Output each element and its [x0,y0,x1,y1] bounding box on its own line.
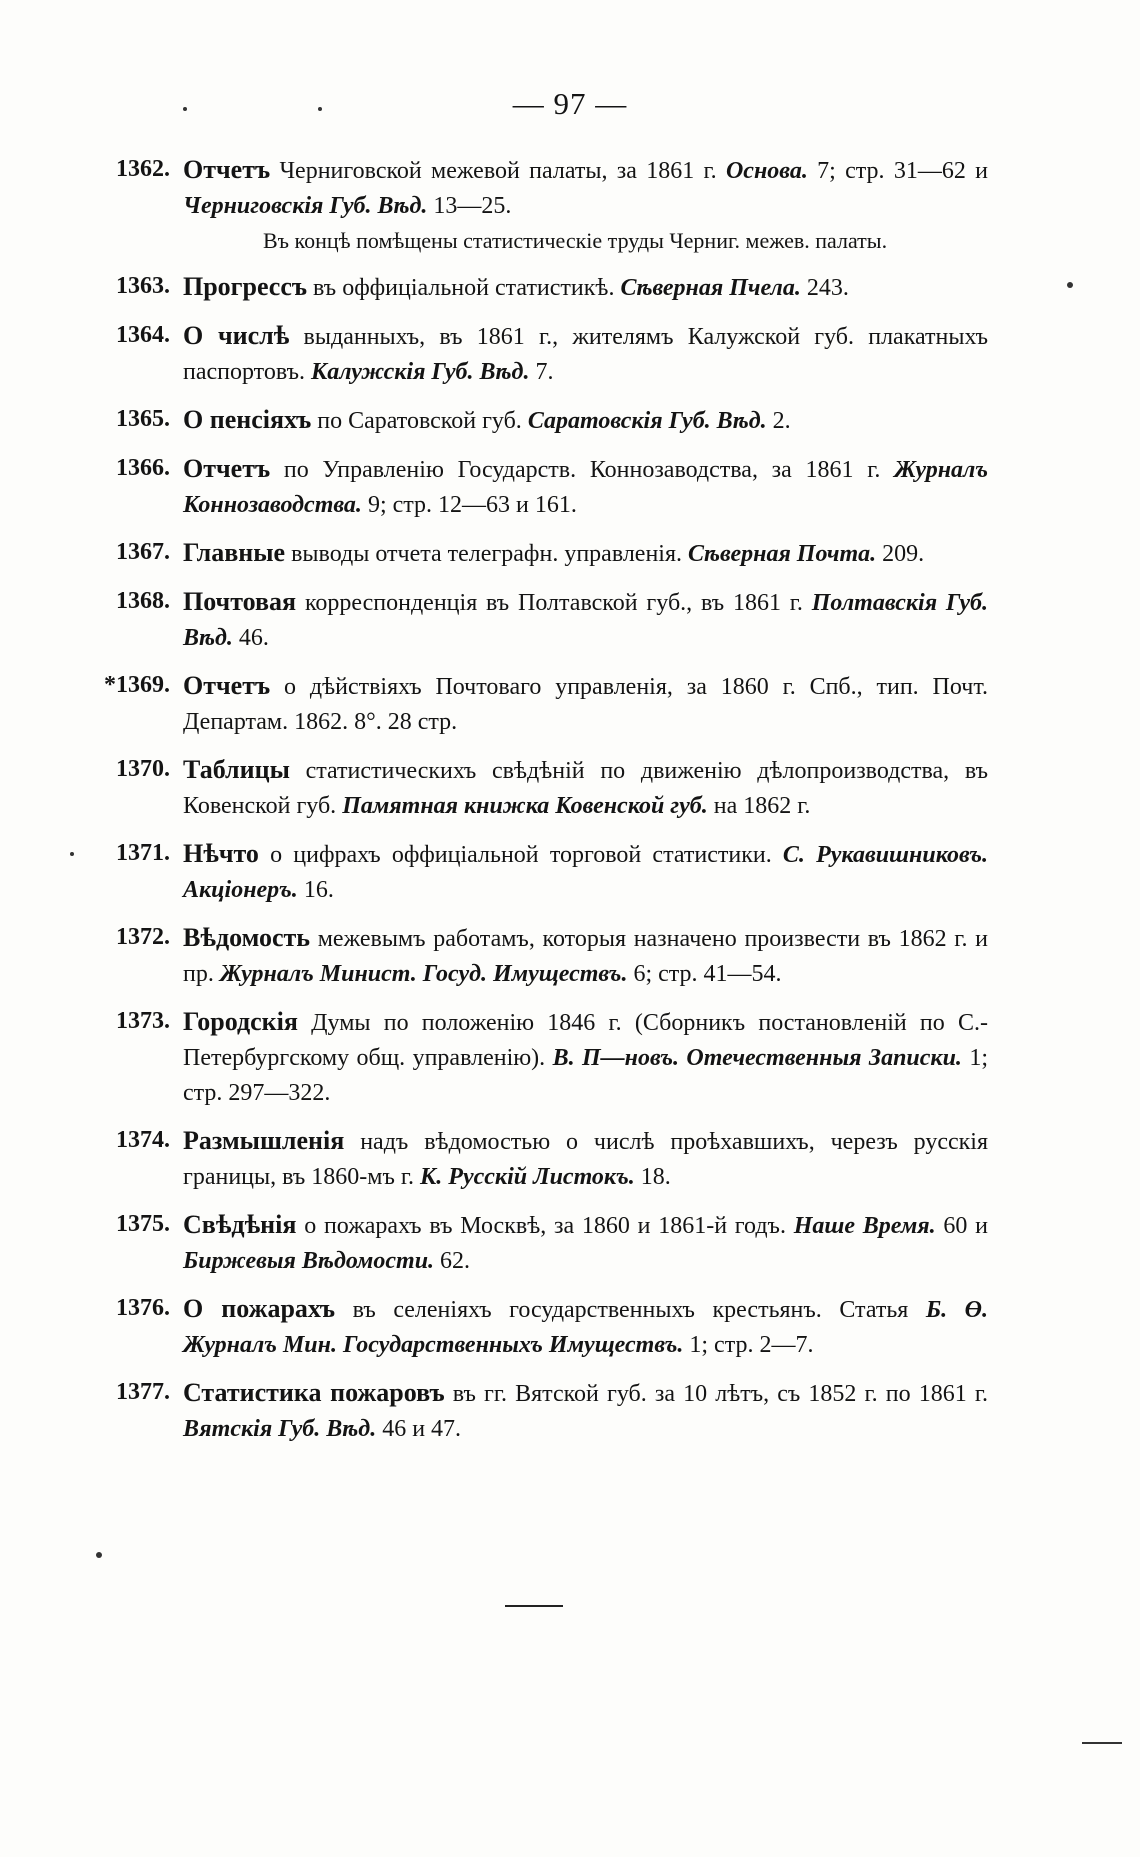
entry-details: 1; стр. 2—7. [683,1332,814,1358]
entry-number: 1363. [116,273,170,299]
list-item [88,668,988,740]
entry-details: на 1862 г. [707,793,811,819]
scan-speck [1067,282,1073,288]
entry-source: Саратовскія Губ. Вѣд. [527,408,767,434]
list-item [88,1004,988,1111]
scan-speck [70,852,74,856]
entry-details: 6; стр. 41—54. [627,961,782,987]
entry-source: Сѣверная Пчела. [620,275,801,301]
entry-details: 46. [232,625,269,651]
entry-number: 1367. [116,539,170,565]
entry-source: Сѣверная Почта. [688,541,877,567]
entry-number: 1364. [116,322,170,348]
entry-description: въ оффиціальной статистикѣ. [307,275,621,301]
entry-text [183,1375,988,1447]
entry-number: 1371. [116,840,170,866]
entry-text [183,402,988,439]
entry-number: 1370. [116,756,170,782]
list-item [88,1375,988,1447]
entry-source: Журналъ Минист. Госуд. Имуществъ. [219,961,628,987]
list-item [88,535,988,572]
scan-speck [318,107,322,111]
list-item [88,1123,988,1195]
entry-details: 7. [529,359,554,385]
entry-description: Думы по положенію 1846 г. (Сборникъ постановленій по С.-Петербургскому общ. управленію). [183,1010,988,1071]
margin-mark [1082,1742,1122,1744]
list-item [88,836,988,908]
entry-details: 7; стр. 31—62 и [807,158,988,184]
entry-number: 1362. [116,156,170,182]
entry-keyword: Таблицы [183,755,290,784]
entry-description: о пожарахъ въ Москвѣ, за 1860 и 1861-й годъ. [296,1213,794,1239]
entry-details: 1; стр. 297—322. [183,1045,989,1106]
entry-description: о цифрахъ оффиціальной торговой статистики. [258,842,783,868]
entry-details: 60 и [935,1213,988,1239]
entry-text [183,752,988,824]
entry-text [183,584,988,656]
entry-details: 243. [800,275,849,301]
entry-keyword: Городскія [183,1007,298,1036]
list-item [88,152,988,257]
entry-keyword: Отчетъ [183,155,271,184]
list-item [88,920,988,992]
entry-source-secondary: Черниговскія Губ. Вѣд. [183,193,428,219]
entry-source: Наше Время. [793,1213,936,1239]
entry-number: 1374. [116,1127,170,1153]
entry-details: 209. [876,541,925,567]
entry-number: 1372. [116,924,170,950]
entry-keyword: Нѣчто [183,839,259,868]
entry-source: Б. Ө. Журналъ Мин. Государственныхъ Имуществъ. [183,1297,988,1358]
entry-text [183,920,988,992]
entry-keyword: Отчетъ [183,454,271,483]
entry-text [183,836,988,908]
entry-text [183,535,988,572]
entry-keyword: О пожарахъ [183,1294,336,1323]
entry-details: 9; стр. 12—63 и 161. [361,492,577,518]
entry-description: выводы отчета телеграфн. управленія. [285,541,689,567]
list-item [88,451,988,523]
entry-number: 1373. [116,1008,170,1034]
entry-description: Черниговской межевой палаты, за 1861 г. [270,158,726,184]
entry-number: 1365. [116,406,170,432]
entry-keyword: Вѣдомость [183,923,311,952]
list-item [88,584,988,656]
entry-keyword: Размышленія [183,1126,345,1155]
entry-description: выданныхъ, въ 1861 г., жителямъ Калужской губ. плакатныхъ паспортовъ. [183,324,988,385]
entry-number: 1376. [116,1295,170,1321]
entry-description: по Саратовской губ. [311,408,528,434]
entry-text [183,668,988,740]
entry-description: межевымъ работамъ, которыя назначено произвести въ 1862 г. и пр. [183,926,988,987]
entry-text [183,318,988,390]
entry-text [183,1123,988,1195]
entry-details: 18. [634,1164,671,1190]
list-item [88,1291,988,1363]
entry-source-secondary: Биржевыя Вѣдомости. [183,1248,435,1274]
entry-text [183,1207,988,1279]
entry-keyword: Почтовая [183,587,297,616]
entry-description: статистическихъ свѣдѣній по движенію дѣлопроизводства, въ Ковенской губ. [183,758,988,819]
entry-keyword: Отчетъ [183,671,271,700]
entry-description: надъ вѣдомостью о числѣ проѣхавшихъ, черезъ русскія границы, въ 1860-мъ г. [183,1129,988,1190]
entry-text [183,1004,988,1111]
entry-description: по Управленію Государств. Коннозаводства, за 1861 г. [270,457,895,483]
entry-source: Основа. [725,158,808,184]
entry-text [183,1291,988,1363]
entry-source: Памятная книжка Ковенской губ. [342,793,708,819]
entry-source: К. Русскій Листокъ. [420,1164,635,1190]
entry-source: Полтавскія Губ. Вѣд. [183,590,988,651]
entry-text [183,152,988,224]
list-item [88,318,988,390]
entry-keyword: Прогрессъ [183,272,308,301]
scan-speck [183,107,187,111]
entry-keyword: О числѣ [183,321,290,350]
entry-description: въ селеніяхъ государственныхъ крестьянъ. Статья [335,1297,926,1323]
entry-number: 1368. [116,588,170,614]
page-number: — 97 — [512,86,628,121]
entry-details: 16. [297,877,334,903]
entry-source: С. Рукавишниковъ. Акціонеръ. [183,842,989,903]
entry-description: корреспонденція въ Полтавской губ., въ 1861 г. [296,590,812,616]
entry-text [183,269,988,306]
entry-number: 1366. [116,455,170,481]
entry-keyword: Главные [183,538,286,567]
list-item [88,1207,988,1279]
scan-speck [96,1552,102,1558]
entry-description: въ гг. Вятской губ. за 10 лѣтъ, съ 1852 г. по 1861 г. [444,1381,988,1407]
list-item [88,402,988,439]
entry-note: Въ концѣ помѣщены статистическіе труды Черниг. межев. палаты. [263,228,888,253]
entry-details: 2. [766,408,791,434]
entry-number: 1375. [116,1211,170,1237]
bibliography-list [88,152,988,1459]
entry-source: Журналъ Коннозаводства. [183,457,988,518]
entry-source: В. П—новъ. Отечественныя Записки. [552,1045,962,1071]
entry-text [183,451,988,523]
section-divider [505,1605,563,1607]
entry-keyword: Статистика пожаровъ [183,1378,445,1407]
entry-details: 46 и 47. [376,1416,462,1442]
entry-source: Калужскія Губ. Вѣд. [311,359,530,385]
entry-details-secondary: 62. [434,1248,471,1274]
entry-details-secondary: 13—25. [427,193,512,219]
list-item [88,752,988,824]
entry-description: о дѣйствіяхъ Почтоваго управленія, за 1860 г. Спб., тип. Почт. Департам. 1862. 8°. 28 стр. [183,674,988,735]
entry-keyword: Свѣдѣнія [183,1210,297,1239]
entry-keyword: О пенсіяхъ [183,405,312,434]
entry-source: Вятскія Губ. Вѣд. [183,1416,377,1442]
entry-number: *1369. [104,672,170,698]
list-item [88,269,988,306]
entry-number: 1377. [116,1379,170,1405]
